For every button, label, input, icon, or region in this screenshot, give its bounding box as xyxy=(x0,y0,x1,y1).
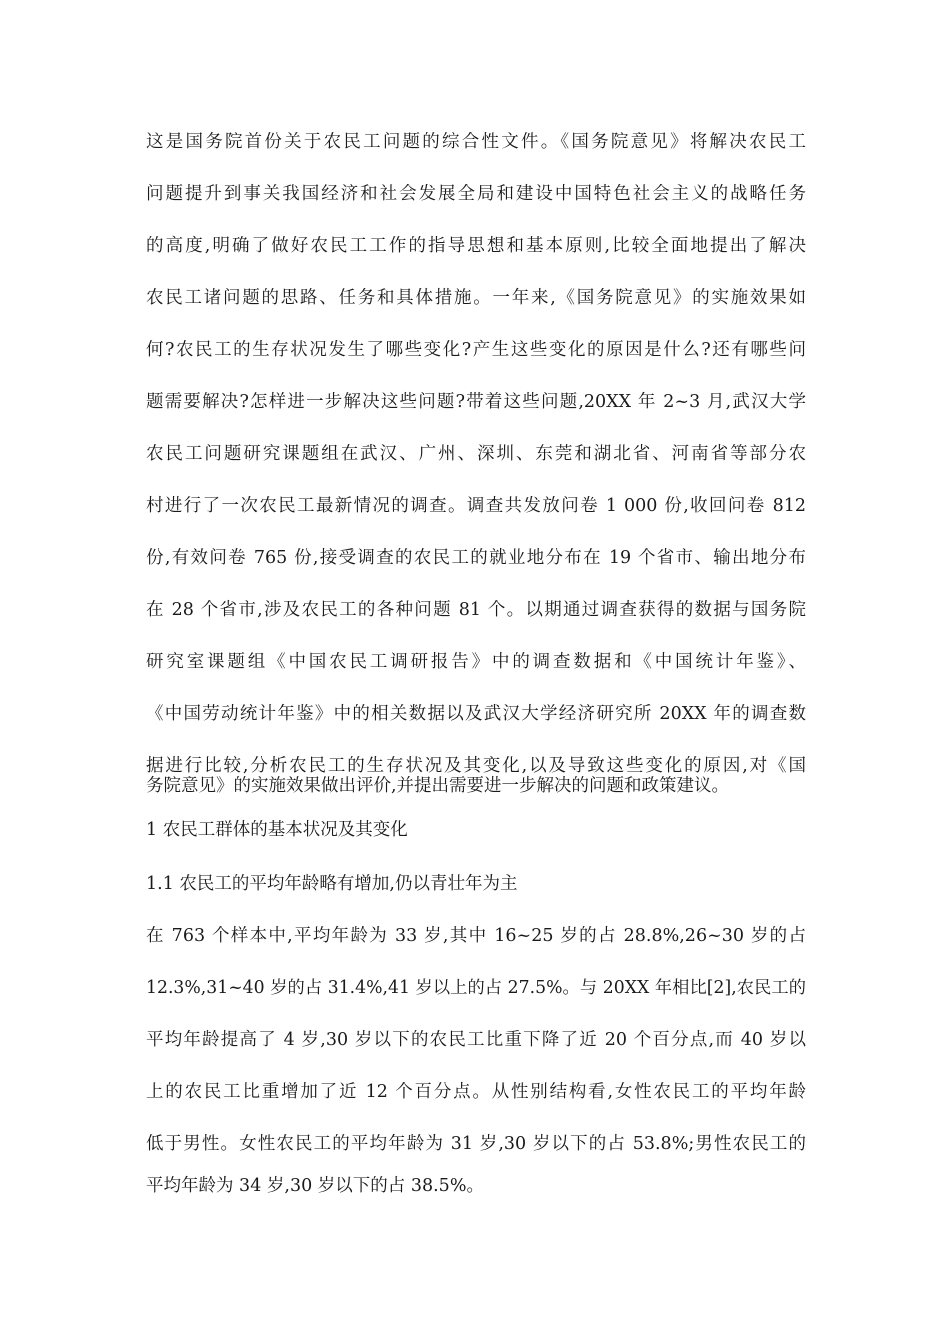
body-text-line: 12.3%,31~40 岁的占 31.4%,41 岁以上的占 27.5%。与 20XX 年相比[2],农民工的 xyxy=(146,978,806,998)
body-text-line: 务院意见》的实施效果做出评价,并提出需要进一步解决的问题和政策建议。 xyxy=(146,776,730,796)
body-text-line: 在 763 个样本中,平均年龄为 33 岁,其中 16~25 岁的占 28.8%,26~30 岁的占 xyxy=(146,926,806,946)
subsection-heading: 1.1 农民工的平均年龄略有增加,仍以青壮年为主 xyxy=(146,874,518,894)
body-text-line: 农民工诸问题的思路、任务和具体措施。一年来,《国务院意见》的实施效果如 xyxy=(146,288,806,308)
body-text-line: 何?农民工的生存状况发生了哪些变化?产生这些变化的原因是什么?还有哪些问 xyxy=(146,340,806,360)
body-text-line: 问题提升到事关我国经济和社会发展全局和建设中国特色社会主义的战略任务 xyxy=(146,184,806,204)
body-text-line: 低于男性。女性农民工的平均年龄为 31 岁,30 岁以下的占 53.8%;男性农民工的 xyxy=(146,1134,806,1154)
section-heading: 1 农民工群体的基本状况及其变化 xyxy=(146,820,408,840)
body-text-line: 题需要解决?怎样进一步解决这些问题?带着这些问题,20XX 年 2~3 月,武汉大学 xyxy=(146,392,806,412)
body-text-line: 的高度,明确了做好农民工工作的指导思想和基本原则,比较全面地提出了解决 xyxy=(146,236,806,256)
body-text-line: 农民工问题研究课题组在武汉、广州、深圳、东莞和湖北省、河南省等部分农 xyxy=(146,444,806,464)
body-text-line: 村进行了一次农民工最新情况的调查。调查共发放问卷 1 000 份,收回问卷 812 xyxy=(146,496,806,516)
body-text-line: 《中国劳动统计年鉴》中的相关数据以及武汉大学经济研究所 20XX 年的调查数 xyxy=(146,704,806,724)
body-text-line: 研究室课题组《中国农民工调研报告》中的调查数据和《中国统计年鉴》、 xyxy=(146,652,806,672)
body-text-line: 这是国务院首份关于农民工问题的综合性文件。《国务院意见》将解决农民工 xyxy=(146,132,806,152)
body-text-line: 份,有效问卷 765 份,接受调查的农民工的就业地分布在 19 个省市、输出地分布 xyxy=(146,548,806,568)
body-text-line: 据进行比较,分析农民工的生存状况及其变化,以及导致这些变化的原因,对《国 xyxy=(146,756,806,776)
body-text-line: 上的农民工比重增加了近 12 个百分点。从性别结构看,女性农民工的平均年龄 xyxy=(146,1082,806,1102)
body-text-line: 平均年龄为 34 岁,30 岁以下的占 38.5%。 xyxy=(146,1176,484,1196)
body-text-line: 平均年龄提高了 4 岁,30 岁以下的农民工比重下降了近 20 个百分点,而 40 岁以 xyxy=(146,1030,806,1050)
body-text-line: 在 28 个省市,涉及农民工的各种问题 81 个。以期通过调查获得的数据与国务院 xyxy=(146,600,806,620)
